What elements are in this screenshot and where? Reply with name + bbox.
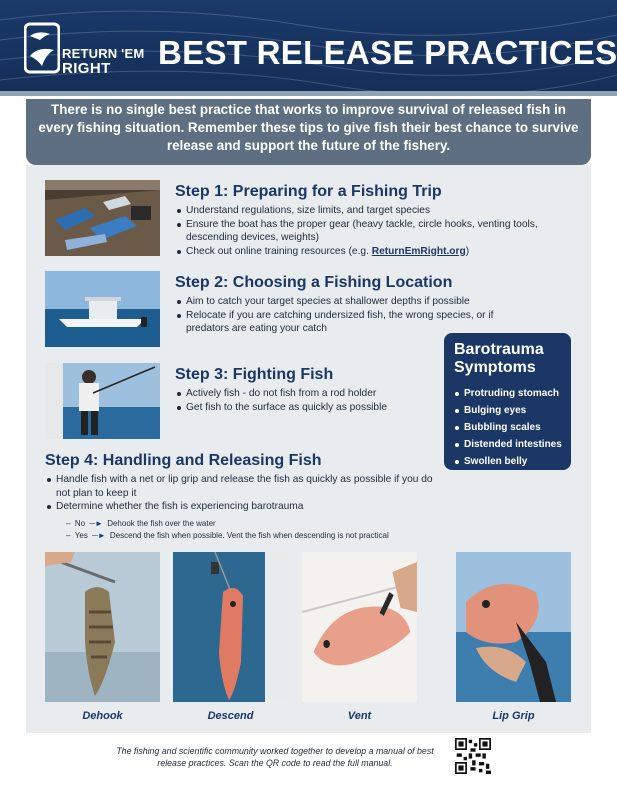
list-item: Get fish to the surface as quickly as possible xyxy=(176,401,436,415)
list-item-text: Check out online training resources (e.g. xyxy=(186,245,372,257)
qr-code-icon[interactable] xyxy=(455,738,491,774)
list-item: Bulging eyes xyxy=(454,402,561,419)
list-item: Bubbling scales xyxy=(454,419,561,436)
list-item: Understand regulations, size limits, and target species xyxy=(176,204,566,218)
barotrauma-decision xyxy=(66,518,389,542)
list-item: Protruding stomach xyxy=(454,385,561,402)
gear-on-deck-photo xyxy=(45,180,160,256)
intro-banner: There is no single best practice that works to improve survival of released fish in every fishing situation. Remember these tips to give fish their best chance to survive release and support the future of the fishery. xyxy=(26,99,591,165)
page-title: BEST RELEASE PRACTICES xyxy=(158,34,617,71)
logo-text-line2: RIGHT xyxy=(62,60,111,77)
boat-at-sea-photo xyxy=(45,271,160,347)
list-item xyxy=(176,245,566,259)
list-item: Handle fish with a net or lip grip and release the fish as quickly as possible if you do not plan to keep it xyxy=(46,473,438,500)
list-item-suffix: ) xyxy=(465,245,470,257)
decision-no: – No ─► Dehook the fish over the water xyxy=(66,519,216,528)
logo-text-line1: RETURN 'EM xyxy=(62,46,145,61)
header-stripe xyxy=(0,91,617,96)
returnemright-link[interactable]: ReturnEmRight.org xyxy=(371,245,466,257)
logo-mark-icon xyxy=(24,22,60,74)
arrow-right-icon: ─► xyxy=(89,519,103,528)
lip-grip-photo xyxy=(456,552,571,702)
list-item: Swollen belly xyxy=(454,453,561,470)
photo-caption: Lip Grip xyxy=(492,710,535,722)
return-em-right-logo xyxy=(24,22,144,78)
list-item: Determine whether the fish is experiencing barotrauma xyxy=(46,500,438,514)
header-banner xyxy=(0,0,617,96)
list-item: Aim to catch your target species at shallower depths if possible xyxy=(176,295,506,309)
list-item: Actively fish - do not fish from a rod holder xyxy=(176,387,436,401)
list-item: Ensure the boat has the proper gear (heavy tackle, circle hooks, venting tools, descending devices, weights) xyxy=(176,218,566,245)
list-item: Relocate if you are catching undersized fish, the wrong species, or if predators are eating your catch xyxy=(176,309,506,336)
step-1-bullets xyxy=(176,204,566,258)
dehook-photo xyxy=(45,552,160,702)
step-2-title: Step 2: Choosing a Fishing Location xyxy=(175,274,453,291)
photo-caption: Descend xyxy=(207,710,254,722)
angler-fighting-fish-photo xyxy=(45,363,160,439)
step-1-title: Step 1: Preparing for a Fishing Trip xyxy=(175,183,442,200)
photo-caption: Vent xyxy=(347,710,372,722)
step-2-bullets xyxy=(176,295,506,336)
list-item: Distended intestines xyxy=(454,436,561,453)
descend-photo xyxy=(173,552,288,702)
arrow-right-icon: ─► xyxy=(92,531,106,540)
barotrauma-symptoms-box xyxy=(444,333,571,470)
step-4-bullets xyxy=(46,473,438,514)
footer-note: The fishing and scientific community worked together to develop a manual of best release practices. Scan the QR code to read the full manual. xyxy=(116,746,434,768)
step-4-title: Step 4: Handling and Releasing Fish xyxy=(45,452,322,469)
step-3-title: Step 3: Fighting Fish xyxy=(175,366,334,383)
barotrauma-title: Barotrauma Symptoms xyxy=(454,341,544,376)
photo-caption: Dehook xyxy=(82,710,123,722)
decision-yes: – Yes ─► Descend the fish when possible. Vent the fish when descending is not practical xyxy=(66,531,389,540)
vent-photo xyxy=(302,552,417,702)
step-3-bullets xyxy=(176,387,436,414)
barotrauma-list xyxy=(454,385,561,470)
